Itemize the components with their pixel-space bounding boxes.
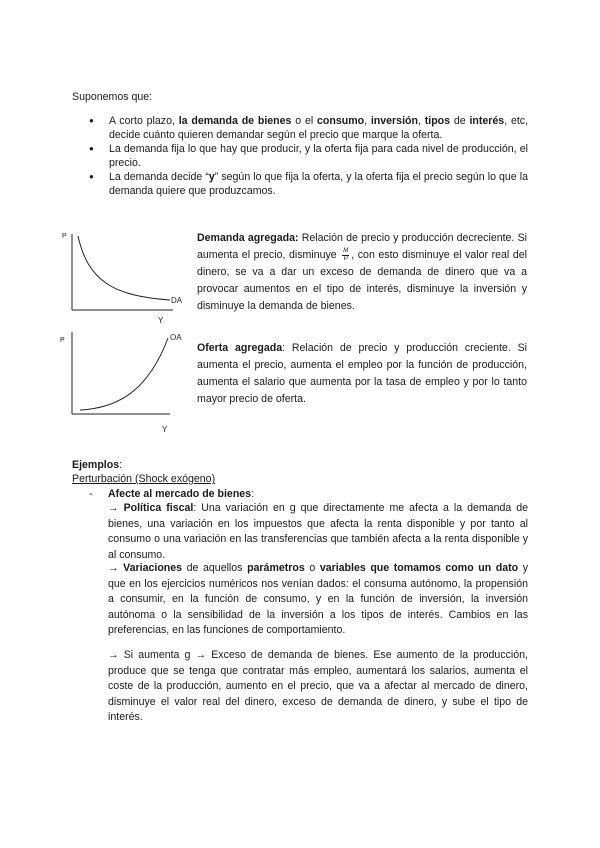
y-axis-label: Y	[158, 316, 164, 325]
demand-curve	[78, 236, 170, 300]
assumptions-list	[72, 114, 528, 198]
aggregate-supply-paragraph: Oferta agregada: Relación de precio y producción creciente. Si aumenta el precio, aumenta el empleo por la función de producción, aumenta el salario que aumenta por la tasa de empleo y por lo tanto mayor precio de oferta.	[197, 342, 527, 405]
aggregate-demand-graph	[58, 226, 198, 326]
intro-text: Suponemos que:	[72, 91, 153, 103]
list-item: ● La demanda fija lo que hay que producir, y la oferta fija para cada nivel de producción, el precio.	[72, 142, 528, 170]
parameter-variations-paragraph: → Variaciones de aquellos parámetros o variables que tomamos como un dato y que en los ejercicios numéricos nos venían dados: el consuma autónomo, la propensión a consumir, en la función de consumo, y en la función de inversión, la inversión autónoma o la sensibilidad de la inversión a los tipos de interés. Cambios en las preferencias, en las funciones de comportamiento.	[108, 562, 528, 636]
p-axis-label: P	[60, 337, 65, 344]
shock-subheading: Perturbación (Shock exógeno)	[72, 473, 216, 485]
increase-g-paragraph: → Si aumenta g → Exceso de demanda de bienes. Ese aumento de la producción, produce que se tenga que contratar más empleo, aumentará los salarios, aumenta el coste de la producción, aumento en el precio, que va a afectar al mercado de dinero, disminuye el valor real del dinero, exceso de demanda de dinero, y sube el tipo de interés.	[108, 649, 528, 723]
y-axis-label: Y	[162, 425, 168, 434]
supply-curve	[80, 338, 168, 410]
goods-market-heading: - Afecte al mercado de bienes:	[89, 487, 254, 501]
examples-heading: Ejemplos:	[72, 459, 123, 471]
list-item: ● A corto plazo, la demanda de bienes o el consumo, inversión, tipos de interés, etc, decide cuánto quieren demandar según el precio que marque la oferta.	[72, 114, 528, 142]
aggregate-supply-graph	[58, 326, 198, 436]
aggregate-demand-title: Demanda agregada:	[197, 232, 299, 244]
aggregate-demand-paragraph: Demanda agregada: Relación de precio y producción decreciente. Si aumenta el precio, disminuye $\frac{M}{P}$ , con esto disminuye el valor real del dinero, se va a dar un exceso de demanda de dinero que va a provocar aumentos en el tipo de interés, disminuye la inversión y disminuye la demanda de bienes.	[197, 232, 527, 312]
p-axis-label: P	[62, 233, 67, 240]
m-over-p-fraction: $\frac{M}{P}$	[343, 247, 349, 262]
aggregate-supply-title: Oferta agregada	[197, 342, 283, 354]
da-curve-label: DA	[171, 296, 183, 305]
fiscal-policy-paragraph: → Política fiscal: Una variación en g que directamente me afecta a la demanda de bienes, una variación en los impuestos que afecta la renta disponible y por tanto al consumo o una variación en las transferencias que también afecta a la renta disponible y al consumo.	[108, 502, 529, 561]
oa-curve-label: OA	[170, 333, 182, 342]
list-item: ● La demanda decide “y” según lo que fija la oferta, y la oferta fija el precio según lo que la demanda quiere que produzcamos.	[72, 170, 528, 198]
